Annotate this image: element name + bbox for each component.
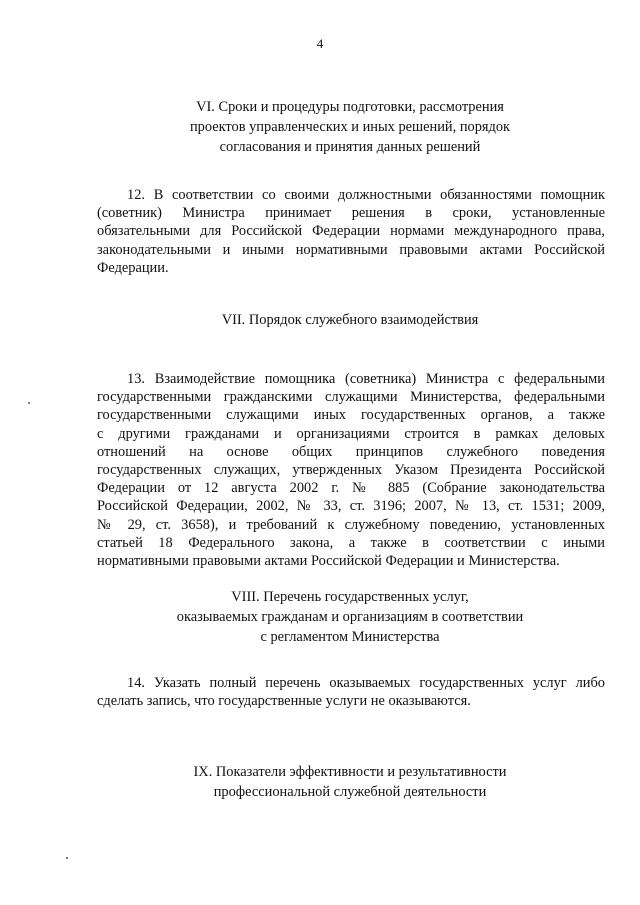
paragraph-line: государственными гражданскими служащими Министерства, федеральными <box>97 389 605 406</box>
heading-line: IX. Показатели эффективности и результативности <box>193 764 507 780</box>
paragraph-line: государственными служащими иных государственных органов, а также <box>97 407 605 424</box>
section-heading-ix <box>60 762 640 802</box>
paragraph-line: Российской Федерации, 2002, № 33, ст. 3196; 2007, № 13, ст. 1531; 2009, <box>97 498 605 515</box>
heading-line: VII. Порядок служебного взаимодействия <box>221 312 479 328</box>
paragraph-line: № 29, ст. 3658), и требований к служебному поведению, установленных <box>97 516 605 533</box>
paragraph-12 <box>97 186 605 277</box>
section-heading-vii <box>60 310 640 330</box>
paragraph-line: 12. В соответствии со своими должностными обязанностями помощник <box>127 187 605 203</box>
heading-line: оказываемых гражданам и организациям в соответствии <box>176 609 524 625</box>
paragraph-line: 14. Указать полный перечень оказываемых государственных услуг либо <box>127 675 605 691</box>
heading-line: профессиональной служебной деятельности <box>213 784 487 800</box>
paragraph-line: отношений на основе общих принципов служебного поведения <box>97 443 605 460</box>
heading-line: VI. Сроки и процедуры подготовки, рассмотрения <box>196 99 504 115</box>
paragraph-line: статьей 18 Федерального закона, а также в соответствии с иными <box>97 534 605 551</box>
paragraph-line: сделать запись, что государственные услуги не оказываются. <box>97 693 471 710</box>
section-heading-vi <box>60 97 640 157</box>
paragraph-line: законодательными и иными нормативными правовыми актами Российской <box>97 241 605 258</box>
heading-line: с регламентом Министерства <box>260 629 440 645</box>
heading-line: проектов управленческих и иных решений, порядок <box>189 119 511 135</box>
page-number: 4 <box>316 36 324 51</box>
heading-line: согласования и принятия данных решений <box>219 139 481 155</box>
paragraph-line: обязательными для Российской Федерации нормами международного права, <box>97 223 605 240</box>
paragraph-line: 13. Взаимодействие помощника (советника) Министра с федеральными <box>127 371 605 387</box>
section-heading-viii <box>60 587 640 647</box>
paragraph-line: Федерации от 12 августа 2002 г. № 885 (Собрание законодательства <box>97 480 605 497</box>
paragraph-14 <box>97 674 605 710</box>
scan-speck <box>66 857 68 859</box>
paragraph-line: Федерации. <box>97 259 169 276</box>
paragraph-line: с другими гражданами и организациями строится в рамках деловых <box>97 425 605 442</box>
scan-speck <box>28 402 30 404</box>
paragraph-line: государственных служащих, утвержденных Указом Президента Российской <box>97 462 605 479</box>
paragraph-line: (советник) Министра принимает решения в сроки, установленные <box>97 205 605 222</box>
paragraph-13 <box>97 370 605 570</box>
paragraph-line: нормативными правовыми актами Российской Федерации и Министерства. <box>97 553 560 570</box>
heading-line: VIII. Перечень государственных услуг, <box>231 589 469 605</box>
